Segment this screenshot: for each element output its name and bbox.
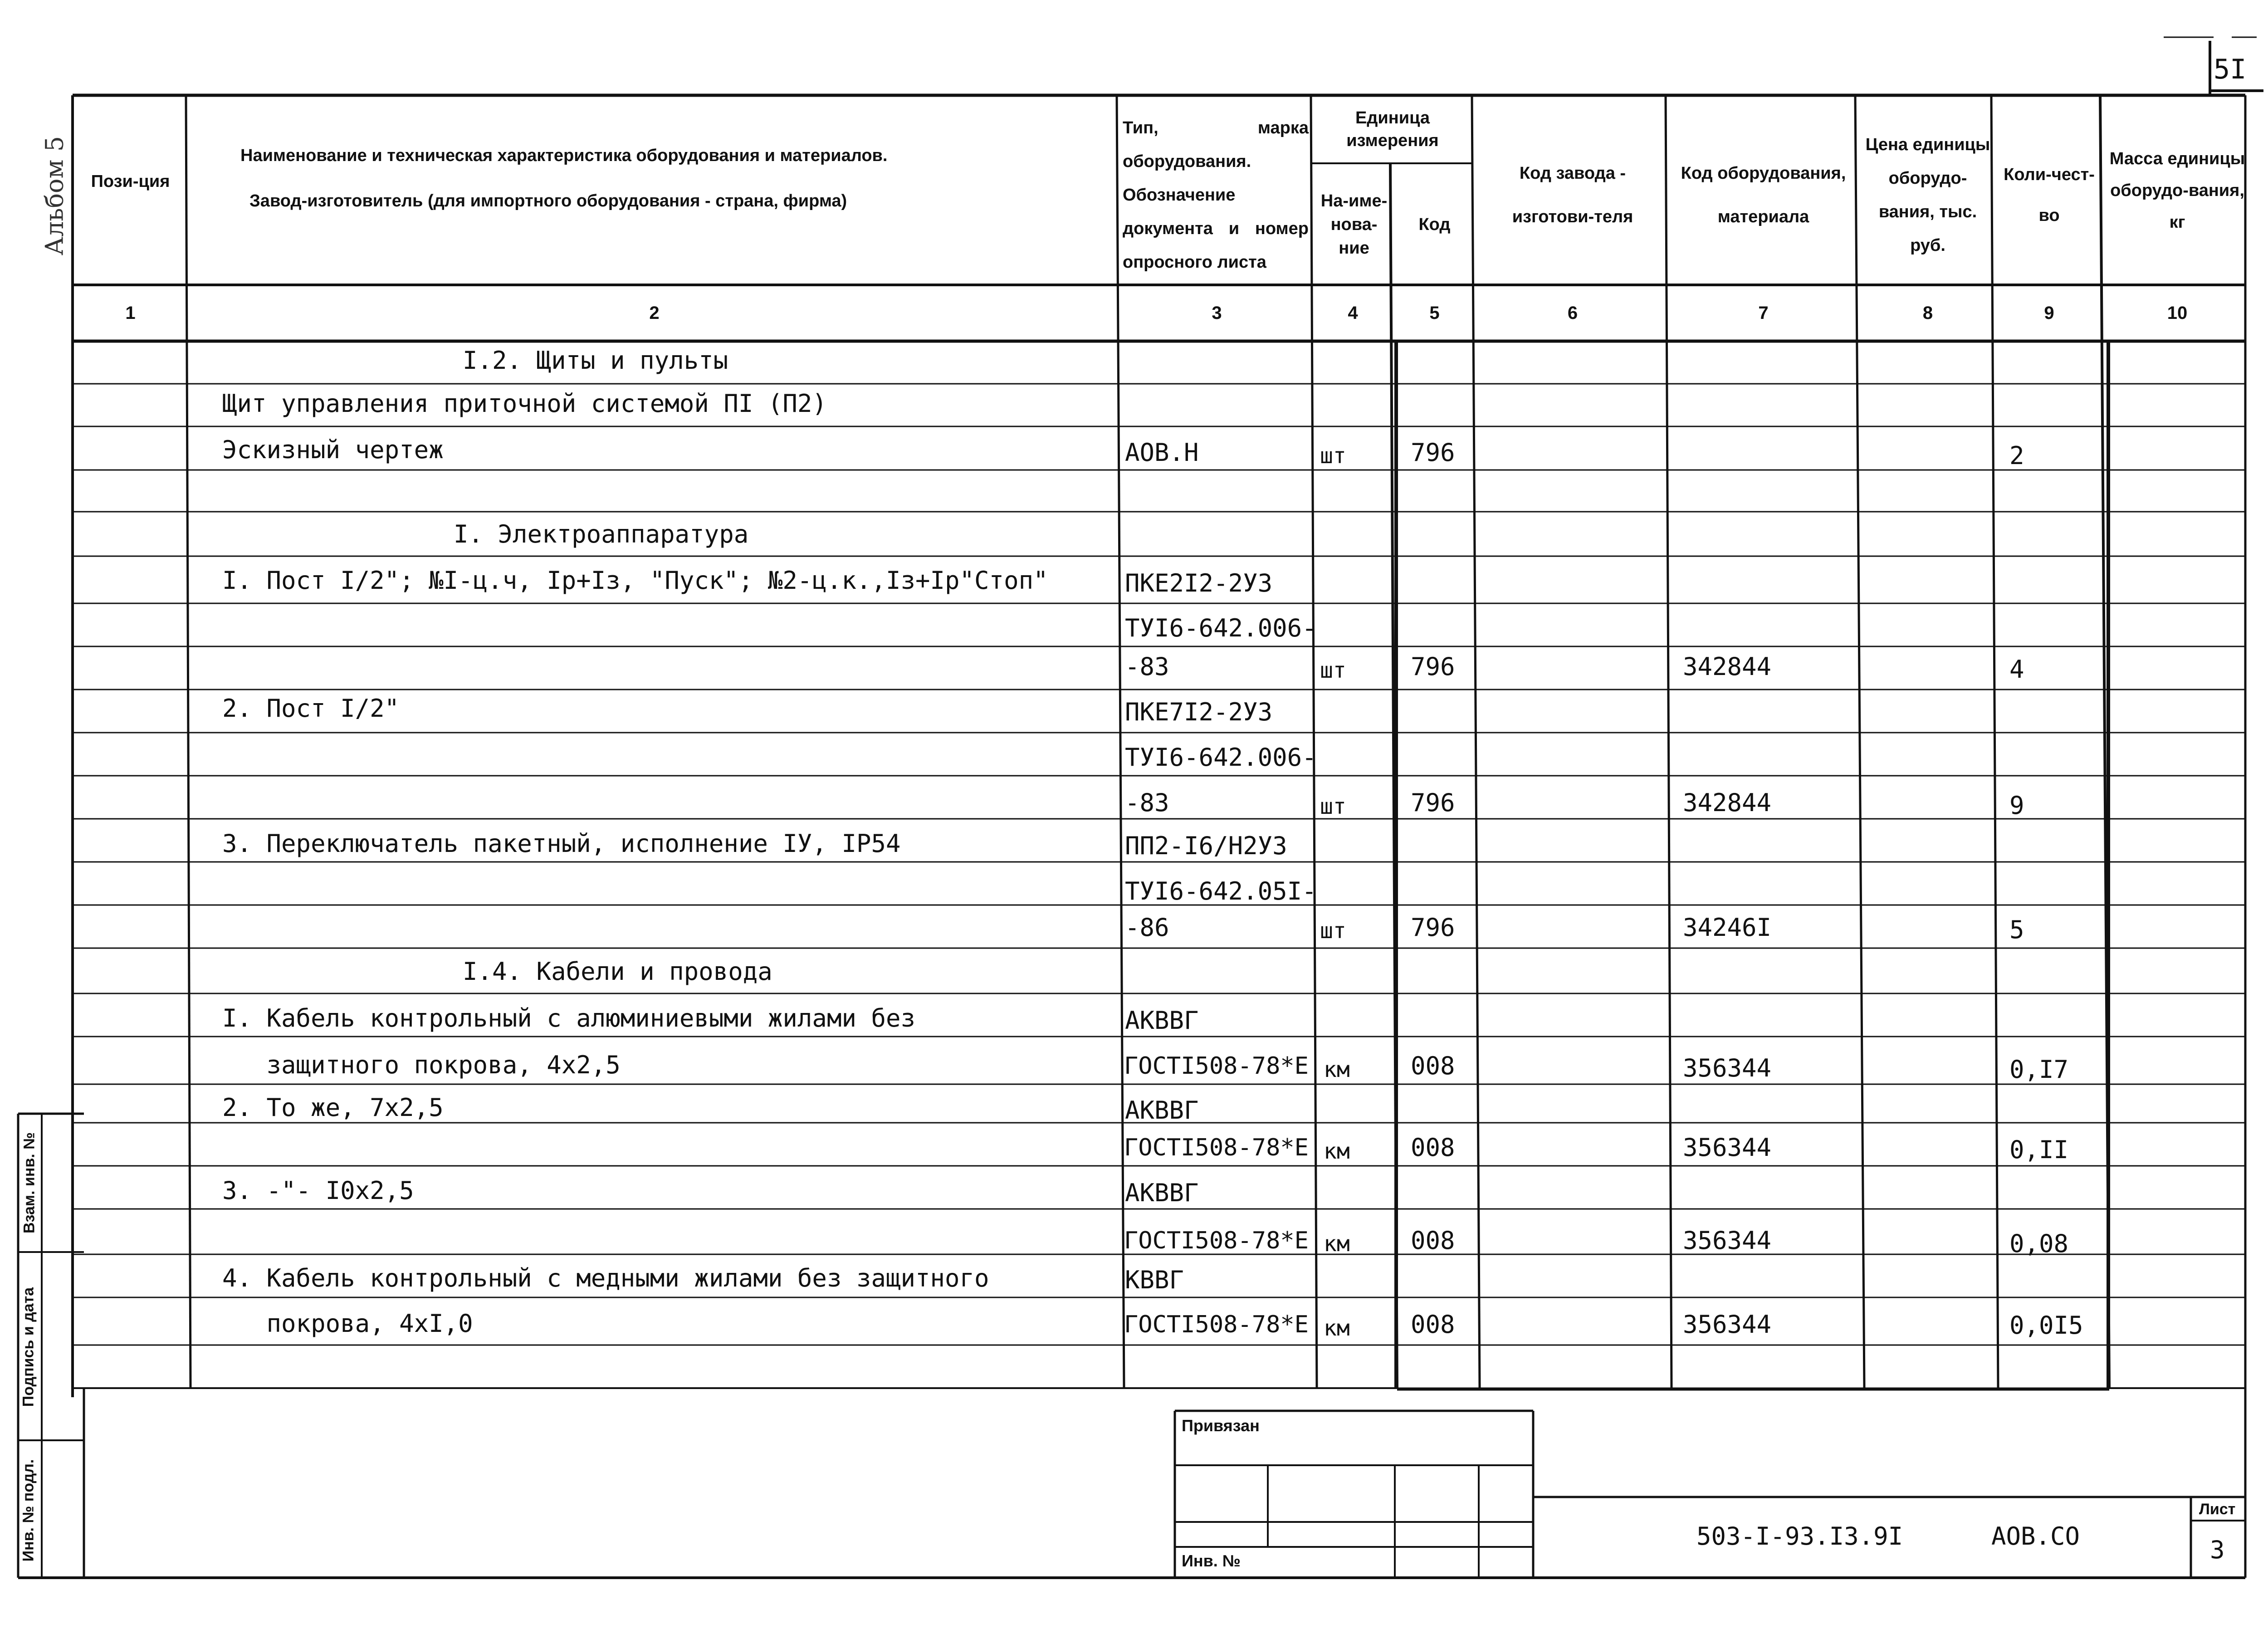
col-number: 8	[1922, 303, 1933, 323]
col-number: 5	[1429, 303, 1440, 323]
col-number: 10	[2167, 303, 2188, 323]
item-quantity: 0,08	[2009, 1229, 2069, 1258]
item-type: ГОСТI508-78*Е	[1124, 1227, 1309, 1254]
section-title: I.4. Кабели и провода	[463, 957, 772, 986]
item-unit: км	[1324, 1231, 1350, 1257]
item-name: 2. То же, 7х2,5	[222, 1093, 444, 1122]
item-material-code: 356344	[1683, 1310, 1772, 1339]
side-stamp-replace: Взам. инв. №	[20, 1132, 38, 1234]
item-name: покрова, 4хI,0	[222, 1309, 473, 1338]
item-unit-code: 008	[1411, 1052, 1455, 1080]
col-number: 3	[1212, 303, 1222, 323]
sheet-label: Лист	[2199, 1501, 2236, 1518]
item-quantity: 4	[2009, 655, 2024, 684]
header-position: Пози-ция	[91, 172, 170, 191]
section-title: I.2. Щиты и пульты	[463, 346, 728, 375]
item-name: защитного покрова, 4х2,5	[222, 1051, 621, 1079]
item-quantity: 0,0I5	[2009, 1311, 2083, 1340]
doc-mark: АОВ.СО	[1991, 1522, 2080, 1551]
item-unit: шт	[1320, 794, 1346, 819]
col-number: 6	[1567, 303, 1578, 323]
item-type: -83	[1125, 788, 1169, 817]
item-type: ТУI6-642.05I-	[1125, 877, 1317, 905]
item-type: ТУI6-642.006-	[1125, 743, 1317, 772]
item-type: АОВ.Н	[1125, 438, 1199, 467]
item-unit-code: 008	[1411, 1226, 1455, 1255]
item-unit: шт	[1320, 918, 1346, 944]
item-type: КВВГ	[1125, 1266, 1184, 1294]
sheet-number: 5I	[2214, 54, 2247, 85]
header-price: Цена единицы оборудо-вания, тыс. руб.	[1865, 135, 1990, 255]
linked-label: Привязан	[1182, 1416, 1260, 1435]
item-material-code: 342844	[1683, 788, 1772, 817]
item-unit-code: 796	[1411, 913, 1455, 942]
item-unit: км	[1324, 1316, 1350, 1341]
item-quantity: 2	[2009, 441, 2024, 470]
item-name: I. Кабель контрольный с алюминиевыми жилами без	[222, 1004, 916, 1032]
header-name-line2: Завод-изготовитель (для импортного оборудования - страна, фирма)	[249, 191, 847, 210]
item-material-code: 342844	[1683, 652, 1772, 681]
col-number: 4	[1348, 303, 1358, 323]
item-name: 3. -"- I0х2,5	[222, 1176, 414, 1205]
header-quantity: Коли-чест-во	[2004, 165, 2095, 225]
item-quantity: 5	[2009, 915, 2024, 944]
item-type: ГОСТI508-78*Е	[1124, 1052, 1309, 1080]
header-mass: Масса единицы оборудо-вания, кг	[2109, 149, 2245, 232]
item-type: -86	[1125, 913, 1169, 942]
inv-label: Инв. №	[1182, 1551, 1241, 1570]
header-name-line1: Наименование и техническая характеристика оборудования и материалов.	[240, 146, 888, 165]
side-stamp-sign-date: Подпись и дата	[20, 1287, 37, 1407]
album-label: Альбом 5	[40, 136, 69, 256]
item-unit-code: 008	[1411, 1310, 1455, 1339]
item-unit-code: 008	[1411, 1133, 1455, 1162]
item-type: АКВВГ	[1125, 1179, 1199, 1207]
item-unit-code: 796	[1411, 652, 1455, 681]
item-type: ГОСТI508-78*Е	[1124, 1311, 1309, 1338]
col-number: 9	[2044, 303, 2054, 323]
item-material-code: 356344	[1683, 1133, 1772, 1162]
item-material-code: 356344	[1683, 1054, 1772, 1082]
item-type: ПП2-I6/Н2У3	[1125, 832, 1287, 860]
header-type: Тип, марка оборудования. Обозначение документа и номер опросного листа	[1123, 118, 1309, 272]
item-quantity: 0,II	[2009, 1135, 2069, 1164]
section-title: I. Электроаппаратура	[454, 520, 749, 548]
header-factory-code: Код завода - изготови-теля	[1512, 164, 1633, 226]
item-unit-code: 796	[1411, 438, 1455, 467]
item-name: 2. Пост I/2"	[222, 694, 400, 723]
header-unit-name: На-име-нова-ние	[1320, 191, 1388, 258]
item-type: ТУI6-642.006-	[1125, 614, 1317, 642]
col-number: 7	[1758, 303, 1769, 323]
item-name: I. Пост I/2"; №I-ц.ч, Iр+Iз, "Пуск"; №2-ц.к.,Iз+Iр"Стоп"	[222, 566, 1048, 595]
item-type: -83	[1125, 652, 1169, 681]
item-name: Щит управления приточной системой ПI (П2)	[222, 389, 827, 418]
item-unit: км	[1324, 1057, 1350, 1082]
header-material-code: Код оборудования, материала	[1681, 164, 1846, 226]
item-type: АКВВГ	[1125, 1006, 1199, 1035]
sheet-value: 3	[2210, 1536, 2225, 1564]
item-unit: км	[1324, 1139, 1350, 1164]
side-stamp-inv-orig: Инв. № подл.	[20, 1459, 37, 1562]
item-quantity: 9	[2009, 791, 2024, 820]
col-number: 2	[649, 303, 660, 323]
item-type: ПКЕ7I2-2У3	[1125, 698, 1273, 726]
item-name: Эскизный чертеж	[222, 435, 444, 464]
header-unit-group: Единица измерения	[1346, 108, 1439, 150]
item-material-code: 356344	[1683, 1226, 1772, 1255]
item-material-code: 34246I	[1683, 913, 1772, 942]
item-name: 4. Кабель контрольный с медными жилами без защитного	[222, 1264, 989, 1292]
item-unit-code: 796	[1411, 788, 1455, 817]
item-unit: шт	[1320, 443, 1346, 469]
item-quantity: 0,I7	[2009, 1055, 2069, 1084]
item-name: 3. Переключатель пакетный, исполнение IУ, IP54	[222, 829, 901, 858]
item-type: АКВВГ	[1125, 1096, 1199, 1125]
col-number: 1	[125, 303, 136, 323]
header-unit-code: Код	[1418, 215, 1451, 234]
item-type: ПКЕ2I2-2У3	[1125, 569, 1273, 597]
doc-code: 503-I-93.I3.9I	[1696, 1522, 1903, 1551]
item-unit: шт	[1320, 658, 1346, 683]
item-type: ГОСТI508-78*Е	[1124, 1134, 1309, 1161]
